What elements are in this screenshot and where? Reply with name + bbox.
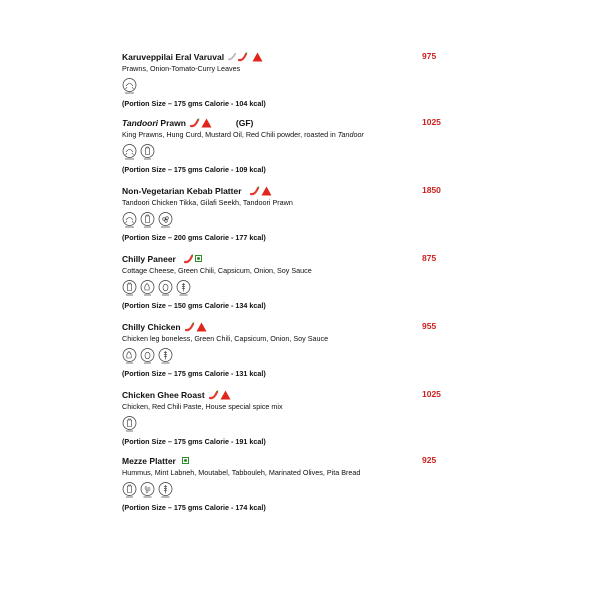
menu-item <box>122 50 452 108</box>
spicy-triangle-icon <box>261 186 272 196</box>
item-name <box>122 118 186 128</box>
item-name: Mezze Platter <box>122 455 176 466</box>
item-description: King Prawns, Hung Curd, Mustard Oil, Red Chili powder, roasted in Tandoor <box>122 130 364 139</box>
gluten-icon <box>176 280 191 297</box>
soy-icon <box>122 348 137 365</box>
dairy-icon <box>140 212 155 229</box>
item-description: Chicken, Red Chili Paste, House special spice mix <box>122 402 283 411</box>
soy-icon <box>140 280 155 297</box>
crustacean-icon <box>122 144 137 161</box>
menu-item <box>122 252 452 310</box>
crustacean-icon <box>122 212 137 229</box>
item-name: Chilly Paneer <box>122 253 176 264</box>
crustacean-icon <box>122 78 137 95</box>
egg-icon <box>158 280 173 297</box>
item-portion: (Portion Size – 200 gms Calorie - 177 kcal) <box>122 233 266 242</box>
veg-icon <box>195 255 202 262</box>
dairy-icon <box>122 482 137 499</box>
item-description: Hummus, Mint Labneh, Moutabel, Tabbouleh, Marinated Olives, Pita Bread <box>122 468 361 477</box>
item-description: Tandoori Chicken Tikka, Gilafi Seekh, Tandoori Prawn <box>122 198 293 207</box>
spicy-triangle-icon <box>220 390 231 400</box>
item-price: 1025 <box>422 117 441 127</box>
mild-chili-icon <box>228 52 237 61</box>
item-price: 975 <box>422 51 437 61</box>
item-description: Prawns, Onion-Tomato-Curry Leaves <box>122 64 241 73</box>
chili-icon <box>250 186 260 196</box>
item-description: Cottage Cheese, Green Chili, Capsicum, Onion, Soy Sauce <box>122 266 312 275</box>
menu-item <box>122 116 452 174</box>
dairy-icon <box>140 144 155 161</box>
egg-icon <box>140 348 155 365</box>
item-portion: (Portion Size – 175 gms Calorie - 131 kcal) <box>122 369 266 378</box>
mustard-icon <box>158 212 173 229</box>
item-price: 875 <box>422 253 437 263</box>
item-description: Chicken leg boneless, Green Chili, Capsicum, Onion, Soy Sauce <box>122 334 329 343</box>
chili-icon <box>184 254 194 264</box>
spicy-triangle-icon <box>252 52 263 62</box>
item-price: 1025 <box>422 389 441 399</box>
item-price: 955 <box>422 321 437 331</box>
menu-item <box>122 320 452 378</box>
item-name-italic: Tandoori <box>122 117 159 128</box>
menu-item <box>122 184 452 242</box>
item-portion: (Portion Size – 175 gms Calorie - 104 kcal) <box>122 99 266 108</box>
item-portion: (Portion Size – 175 gms Calorie - 191 kcal) <box>122 437 266 446</box>
chili-icon <box>190 118 200 128</box>
gluten-icon <box>158 348 173 365</box>
spicy-triangle-icon <box>196 322 207 332</box>
menu-item <box>122 454 452 512</box>
item-description-italic: Tandoor <box>337 130 364 139</box>
chili-icon <box>209 390 219 400</box>
item-name: Non-Vegetarian Kebab Platter <box>122 185 242 196</box>
spicy-triangle-icon <box>201 118 212 128</box>
item-price: 1850 <box>422 185 441 195</box>
dairy-icon <box>122 280 137 297</box>
gluten-icon <box>158 482 173 499</box>
item-portion: (Portion Size – 175 gms Calorie - 174 kcal) <box>122 503 266 512</box>
dairy-icon <box>122 416 137 433</box>
gluten-free-tag: (GF) <box>235 117 254 128</box>
menu-item <box>122 388 452 446</box>
item-portion: (Portion Size – 175 gms Calorie - 109 kcal) <box>122 165 266 174</box>
veg-icon <box>182 457 189 464</box>
item-portion: (Portion Size – 150 gms Calorie - 134 kcal) <box>122 301 266 310</box>
item-name: Chilly Chicken <box>122 321 181 332</box>
item-name-rest: Prawn <box>158 117 186 128</box>
chili-icon <box>185 322 195 332</box>
item-name: Chicken Ghee Roast <box>122 389 205 400</box>
chili-icon <box>238 52 248 62</box>
item-name: Karuveppilai Eral Varuval <box>122 51 225 62</box>
sesame-icon <box>140 482 155 499</box>
item-price: 925 <box>422 455 437 465</box>
